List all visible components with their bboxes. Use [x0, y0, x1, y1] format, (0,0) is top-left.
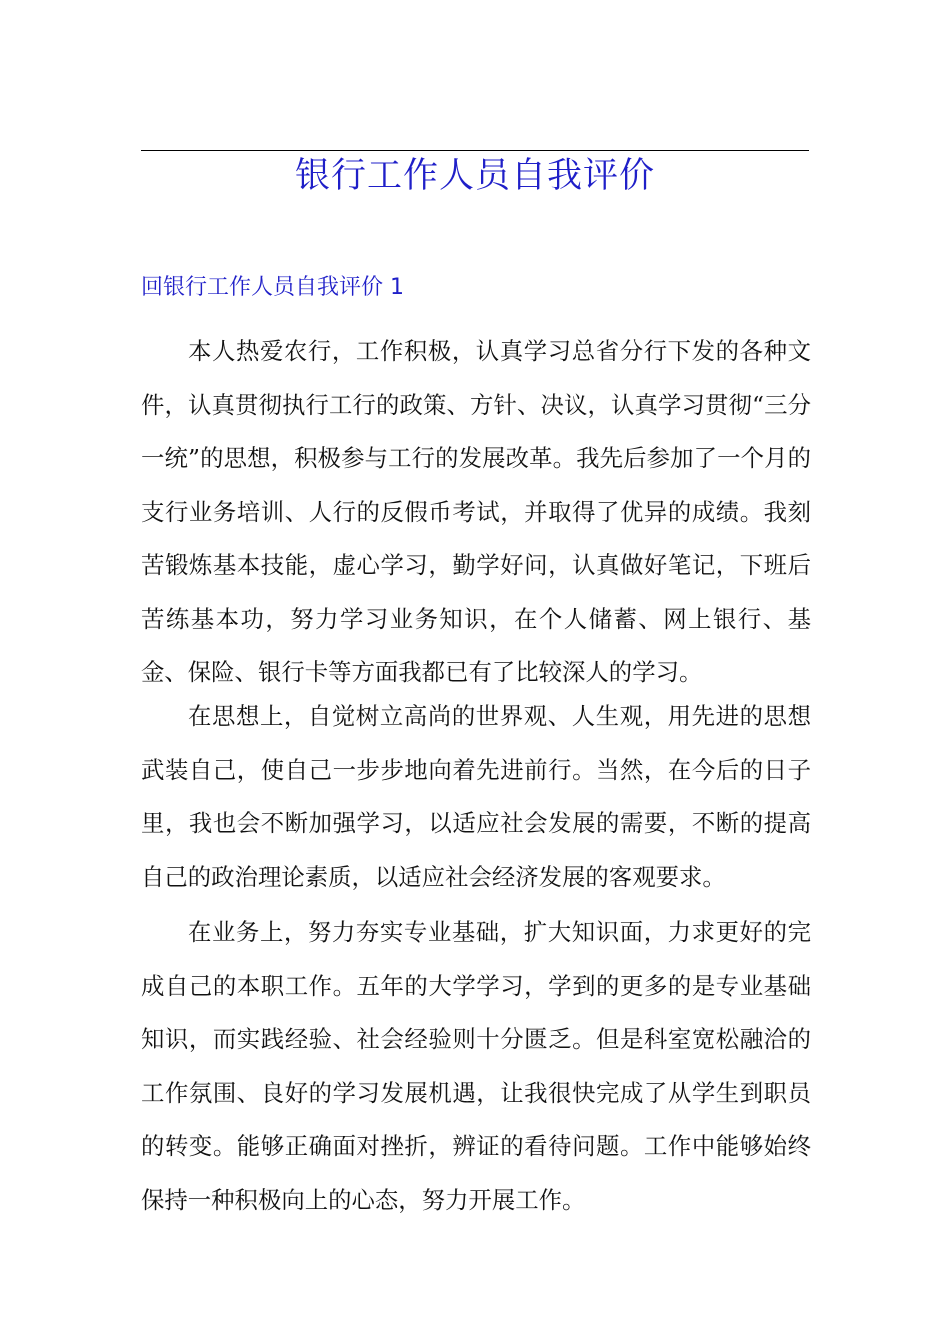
body-paragraph: 在业务上，努力夯实专业基础，扩大知识面，力求更好的完成自己的本职工作。五年的大学学习，学到的更多的是专业基础知识，而实践经验、社会经验则十分匮乏。但是科室宽松融洽的工作氛围、良好的学习发展机遇，让我很快完成了从学生到职员的转变。能够正确面对挫折，辨证的看待问题。工作中能够始终保持一种积极向上的心态，努力开展工作。 [141, 918, 811, 1214]
body-paragraph: 在思想上，自觉树立高尚的世界观、人生观，用先进的思想武装自己，使自己一步步地向着先进前行。当然，在今后的日子里，我也会不断加强学习，以适应社会发展的需要，不断的提高自己的政治理论素质，以适应社会经济发展的客观要求。 [141, 702, 811, 891]
section-heading: 回银行工作人员自我评价 1 [141, 275, 404, 300]
body-paragraph: 本人热爱农行，工作积极，认真学习总省分行下发的各种文件，认真贯彻执行工行的政策、方针、决议，认真学习贯彻“三分一统”的思想，积极参与工行的发展改革。我先后参加了一个月的支行业务培训、人行的反假币考试，并取得了优异的成绩。我刻苦锻炼基本技能，虚心学习，勤学好问，认真做好笔记，下班后苦练基本功，努力学习业务知识，在个人储蓄、网上银行、基金、保险、银行卡等方面我都已有了比较深人的学习。 [141, 337, 811, 686]
header-rule [141, 150, 809, 151]
document-title: 银行工作人员自我评价 [294, 156, 655, 196]
